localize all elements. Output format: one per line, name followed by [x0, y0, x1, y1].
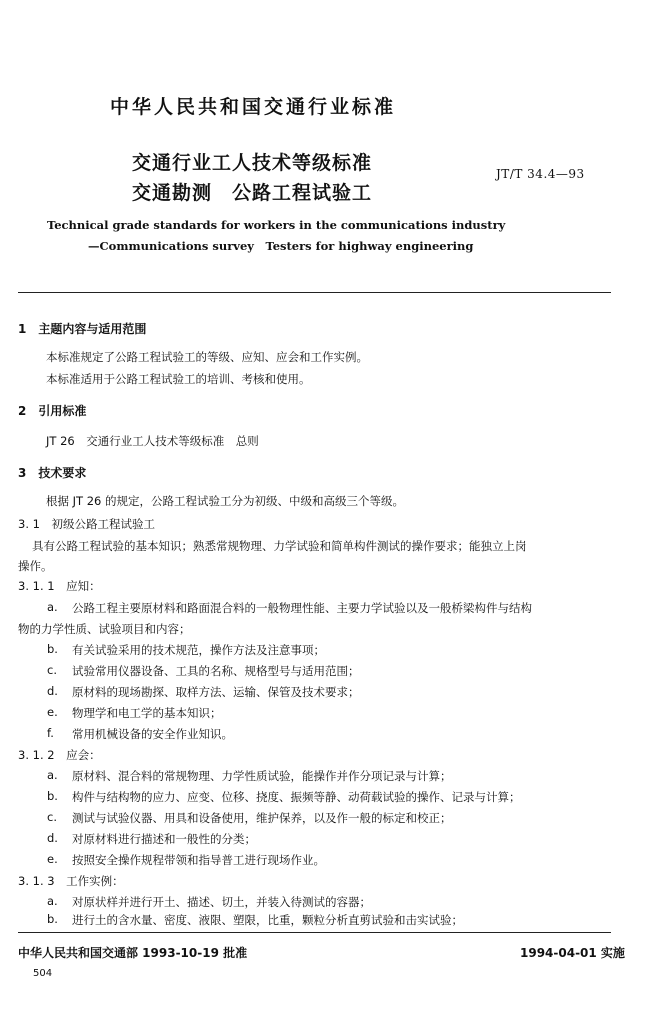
list-item-mark: a. — [47, 894, 58, 908]
page-number: 504 — [33, 968, 53, 979]
list-item: 原材料、混合料的常规物理、力学性质试验，能操作并作分项记录与计算； — [72, 769, 452, 783]
list-item: 对原材料进行描述和一般性的分类； — [72, 832, 256, 846]
list-item-mark: a. — [47, 600, 58, 614]
section-1-paragraph: 本标准适用于公路工程试验工的培训、考核和使用。 — [46, 372, 311, 386]
standard-code: JT/T 34.4—93 — [496, 167, 585, 181]
section-3-1-paragraph: 具有公路工程试验的基本知识；熟悉常规物理、力学试验和简单构件测试的操作要求；能独立上岗 — [32, 539, 527, 553]
list-item-mark: d. — [47, 831, 58, 845]
list-item: 试验常用仪器设备、工具的名称、规格型号与适用范围； — [72, 664, 360, 678]
list-item-mark: b. — [47, 912, 58, 926]
document-header: 中华人民共和国交通行业标准 — [110, 96, 397, 118]
section-2-heading: 2 引用标准 — [18, 404, 87, 418]
list-item: 按照安全操作规程带领和指导普工进行现场作业。 — [72, 853, 325, 867]
list-item: 进行土的含水量、密度、液限、塑限，比重，颗粒分析直剪试验和击实试验； — [72, 913, 463, 927]
section-3-heading: 3 技术要求 — [18, 466, 87, 480]
list-item-mark: b. — [47, 789, 58, 803]
standard-title-line2: 交通勘测 公路工程试验工 — [132, 182, 373, 204]
section-1-heading: 1 主题内容与适用范围 — [18, 322, 147, 336]
section-3-1-paragraph-cont: 操作。 — [18, 559, 53, 573]
list-item: 构件与结构物的应力、应变、位移、挠度、振频等静、动荷载试验的操作、记录与计算； — [72, 790, 521, 804]
list-item: 原材料的现场勘探、取样方法、运输、保管及技术要求； — [72, 685, 360, 699]
section-3-1-heading: 3. 1 初级公路工程试验工 — [18, 517, 155, 531]
section-3-1-2-heading: 3. 1. 2 应会： — [18, 748, 101, 762]
list-item: 有关试验采用的技术规范，操作方法及注意事项； — [72, 643, 325, 657]
list-item-cont: 物的力学性质、试验项目和内容； — [18, 622, 191, 636]
section-3-paragraph: 根据 JT 26 的规定，公路工程试验工分为初级、中级和高级三个等级。 — [46, 494, 405, 508]
implementation-date: 1994-04-01 实施 — [520, 946, 625, 960]
top-divider — [18, 292, 611, 293]
approval-note: 中华人民共和国交通部 1993-10-19 批准 — [18, 946, 248, 960]
list-item-mark: f. — [47, 726, 54, 740]
section-3-1-1-heading: 3. 1. 1 应知： — [18, 579, 101, 593]
list-item: 公路工程主要原材料和路面混合料的一般物理性能、主要力学试验以及一般桥梁构件与结构 — [72, 601, 532, 615]
list-item-mark: c. — [47, 810, 57, 824]
bottom-divider — [18, 932, 611, 933]
list-item: 常用机械设备的安全作业知识。 — [72, 727, 233, 741]
list-item-mark: c. — [47, 663, 57, 677]
list-item-mark: e. — [47, 705, 58, 719]
list-item: 物理学和电工学的基本知识； — [72, 706, 222, 720]
section-3-1-3-heading: 3. 1. 3 工作实例： — [18, 874, 124, 888]
list-item-mark: d. — [47, 684, 58, 698]
list-item: 测试与试验仪器、用具和设备使用，维护保养，以及作一般的标定和校正； — [72, 811, 452, 825]
standard-title-line1: 交通行业工人技术等级标准 — [132, 152, 373, 174]
section-2-reference: JT 26 交通行业工人技术等级标准 总则 — [46, 434, 259, 448]
section-1-paragraph: 本标准规定了公路工程试验工的等级、应知、应会和工作实例。 — [46, 350, 368, 364]
english-title-line2: —Communications survey Testers for highway engineering — [88, 239, 474, 253]
list-item: 对原状样并进行开土、描述、切土，并装入待测试的容器； — [72, 895, 371, 909]
english-title-line1: Technical grade standards for workers in the communications industry — [47, 218, 506, 232]
list-item-mark: e. — [47, 852, 58, 866]
list-item-mark: a. — [47, 768, 58, 782]
list-item-mark: b. — [47, 642, 58, 656]
